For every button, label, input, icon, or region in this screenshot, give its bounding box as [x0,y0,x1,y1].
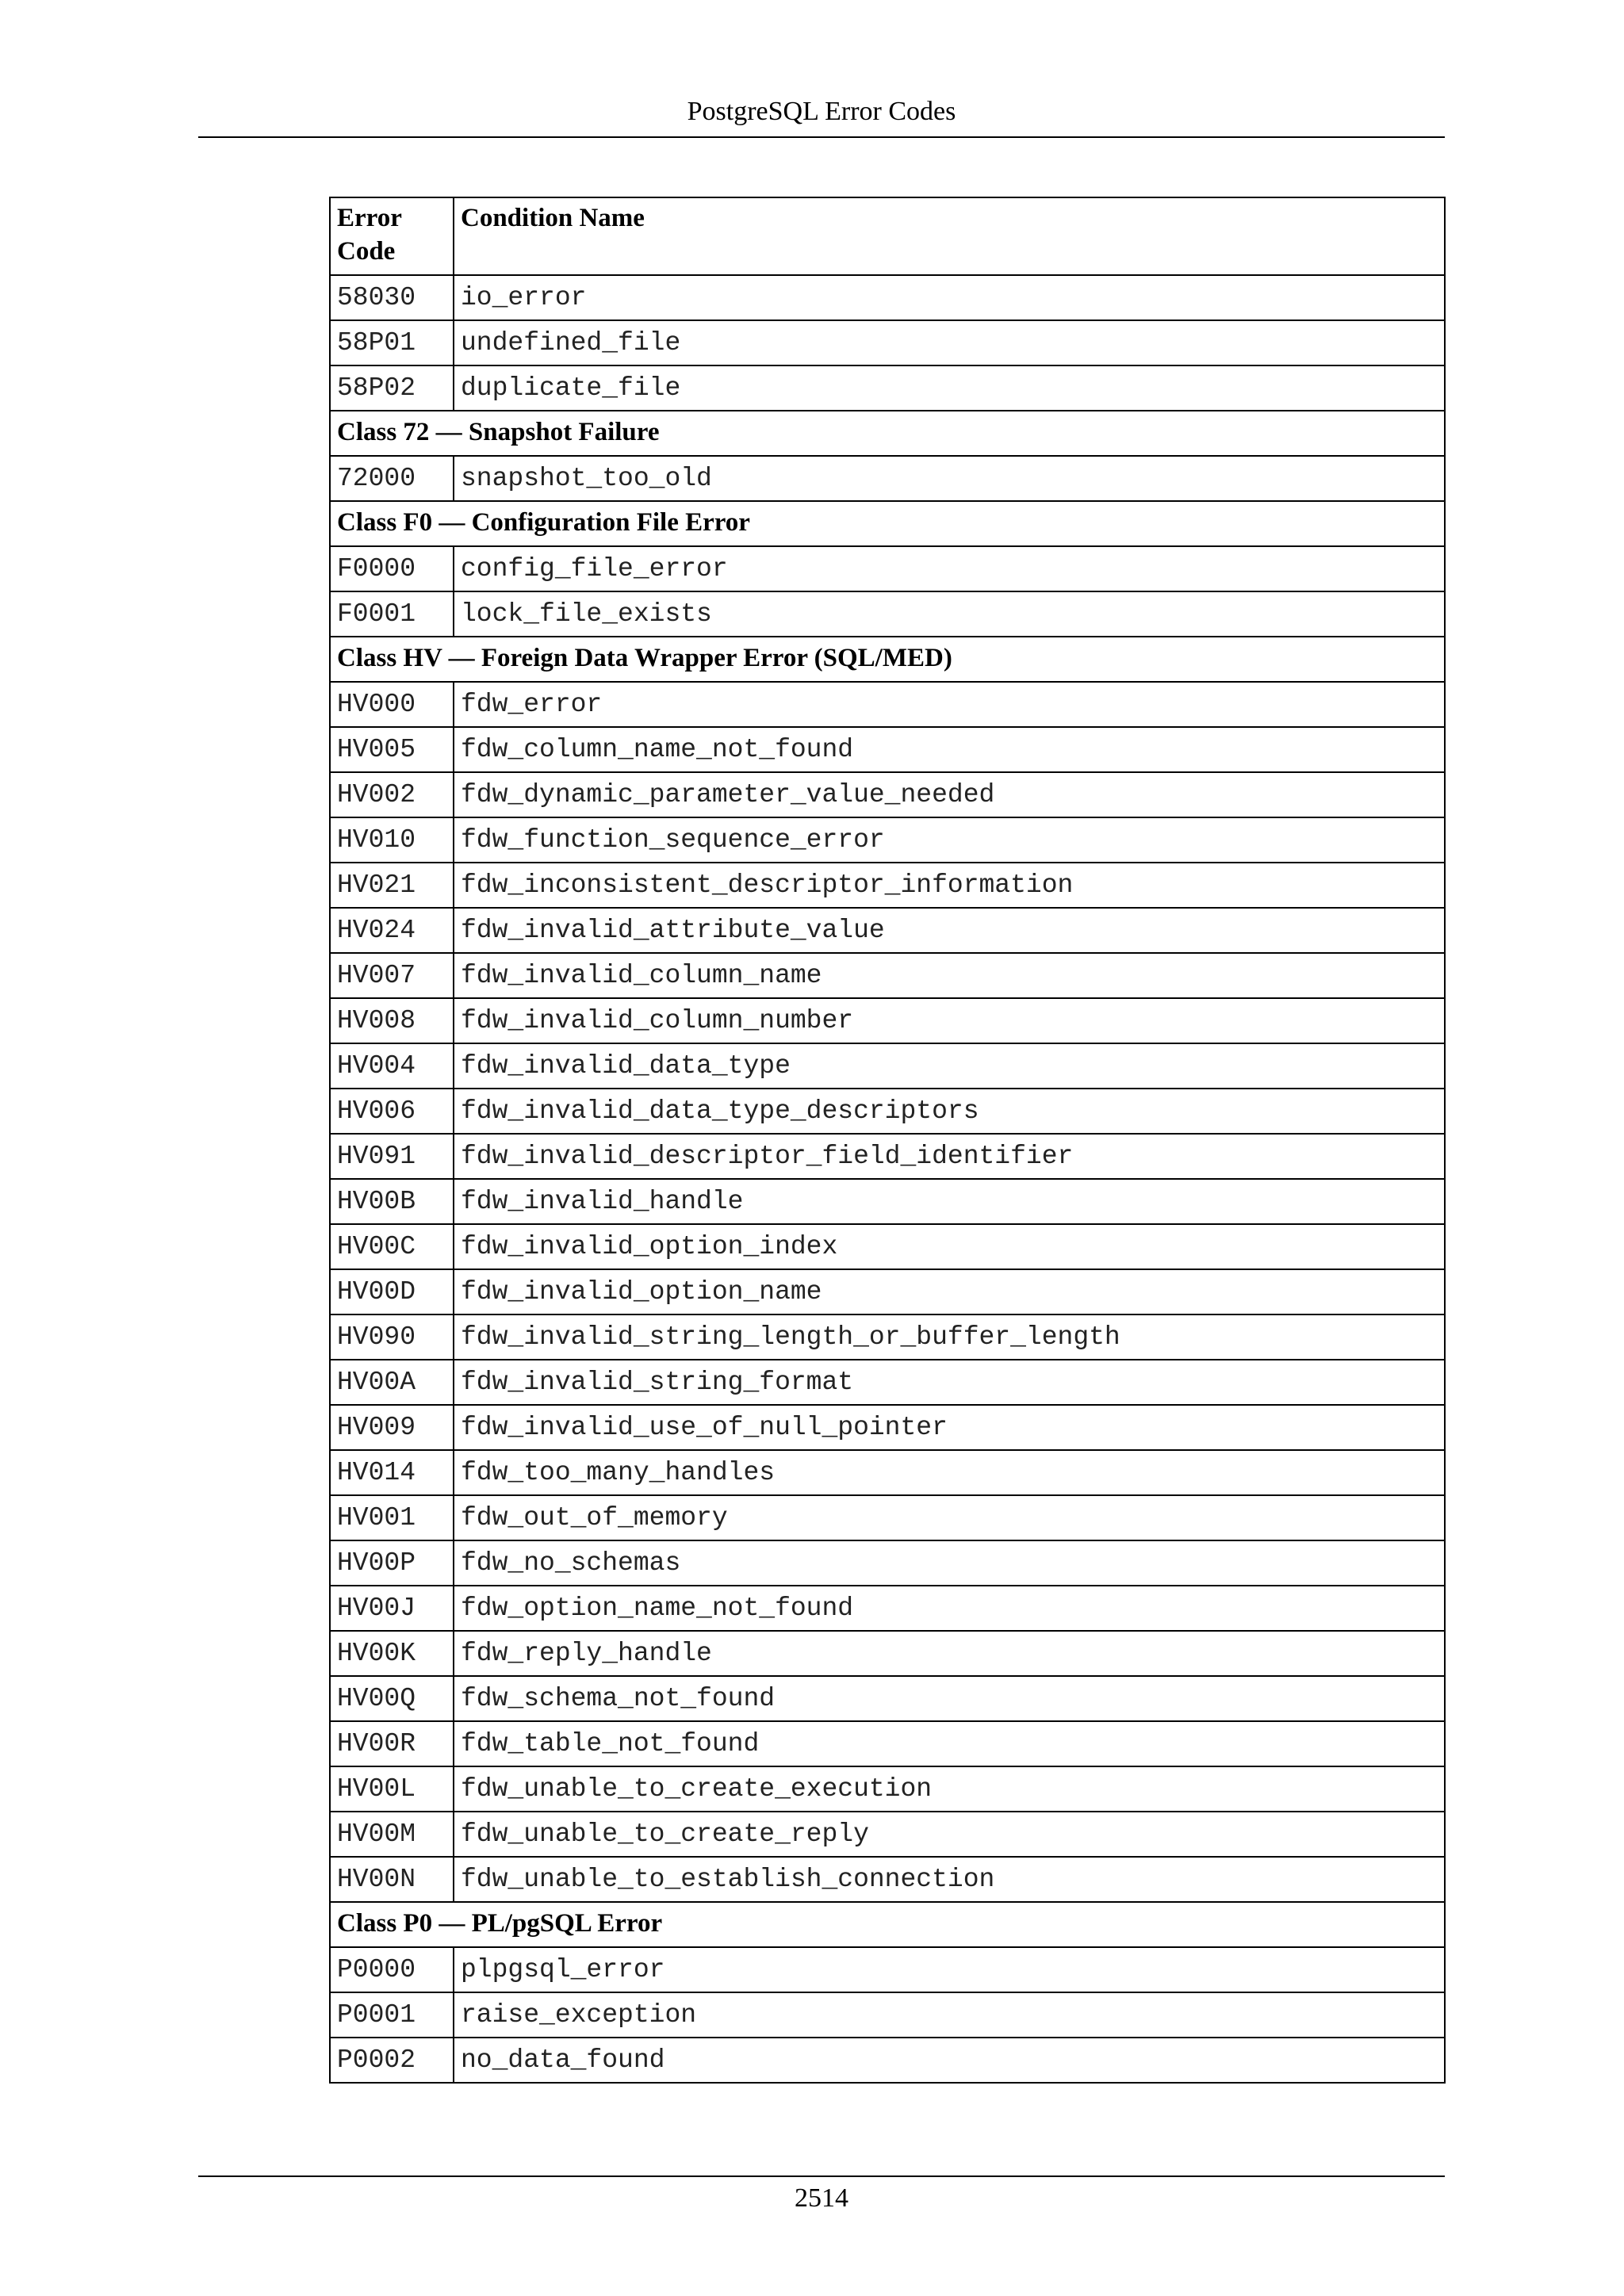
condition-name-cell: fdw_invalid_data_type [454,1043,1445,1089]
condition-name-cell: fdw_dynamic_parameter_value_needed [454,772,1445,817]
table-row [330,1314,1445,1360]
condition-name-cell: fdw_invalid_descriptor_field_identifier [454,1134,1445,1179]
table-row [330,1179,1445,1224]
condition-name-cell: fdw_invalid_column_number [454,998,1445,1043]
condition-name-cell: fdw_column_name_not_found [454,727,1445,772]
table-row [330,1540,1445,1586]
error-code-cell: HV091 [330,1134,454,1179]
condition-name-cell: config_file_error [454,546,1445,591]
class-heading-row [330,501,1445,546]
class-heading: Class F0 — Configuration File Error [330,501,1445,546]
table-body [330,275,1445,2083]
table-row [330,1405,1445,1450]
error-code-cell: HV004 [330,1043,454,1089]
error-code-cell: P0001 [330,1992,454,2038]
condition-name-cell: fdw_reply_handle [454,1631,1445,1676]
table-row [330,998,1445,1043]
table-row [330,365,1445,411]
error-code-cell: HV005 [330,727,454,772]
condition-name-cell: fdw_invalid_data_type_descriptors [454,1089,1445,1134]
table-row [330,772,1445,817]
table-row [330,1631,1445,1676]
table-row [330,1676,1445,1721]
error-code-cell: HV000 [330,682,454,727]
class-heading-row [330,411,1445,456]
table-row [330,682,1445,727]
condition-name-cell: undefined_file [454,320,1445,365]
condition-name-cell: lock_file_exists [454,591,1445,637]
condition-name-cell: fdw_inconsistent_descriptor_information [454,863,1445,908]
table-row [330,727,1445,772]
error-code-cell: HV00K [330,1631,454,1676]
condition-name-cell: fdw_invalid_use_of_null_pointer [454,1405,1445,1450]
condition-name-cell: fdw_out_of_memory [454,1495,1445,1540]
table-row [330,1857,1445,1902]
condition-name-cell: fdw_unable_to_create_reply [454,1812,1445,1857]
table-row [330,1992,1445,2038]
condition-name-cell: plpgsql_error [454,1947,1445,1992]
table-row [330,1812,1445,1857]
error-code-cell: HV00R [330,1721,454,1766]
error-code-cell: HV007 [330,953,454,998]
error-code-cell: HV001 [330,1495,454,1540]
page-header-title: PostgreSQL Error Codes [687,97,956,126]
condition-name-cell: fdw_invalid_column_name [454,953,1445,998]
table-row [330,953,1445,998]
error-code-cell: HV010 [330,817,454,863]
footer-divider [198,2175,1445,2177]
error-code-cell: HV008 [330,998,454,1043]
table-row [330,1721,1445,1766]
condition-name-cell: fdw_function_sequence_error [454,817,1445,863]
condition-name-cell: fdw_too_many_handles [454,1450,1445,1495]
column-header-error-code: Error Code [330,197,454,275]
error-code-cell: HV002 [330,772,454,817]
condition-name-cell: fdw_invalid_attribute_value [454,908,1445,953]
condition-name-cell: no_data_found [454,2038,1445,2083]
error-code-cell: 58P02 [330,365,454,411]
error-code-cell: P0000 [330,1947,454,1992]
class-heading-row [330,637,1445,682]
condition-name-cell: fdw_no_schemas [454,1540,1445,1586]
error-code-cell: F0001 [330,591,454,637]
error-code-cell: F0000 [330,546,454,591]
condition-name-cell: duplicate_file [454,365,1445,411]
error-code-cell: P0002 [330,2038,454,2083]
error-code-cell: 58030 [330,275,454,320]
error-code-cell: HV00J [330,1586,454,1631]
condition-name-cell: io_error [454,275,1445,320]
error-code-cell: HV014 [330,1450,454,1495]
condition-name-cell: fdw_schema_not_found [454,1676,1445,1721]
condition-name-cell: snapshot_too_old [454,456,1445,501]
condition-name-cell: fdw_option_name_not_found [454,1586,1445,1631]
table-row [330,1134,1445,1179]
error-code-cell: HV00A [330,1360,454,1405]
error-codes-table-container [329,197,1444,2084]
table-row [330,1089,1445,1134]
table-row [330,1947,1445,1992]
condition-name-cell: raise_exception [454,1992,1445,2038]
class-heading: Class HV — Foreign Data Wrapper Error (SQL/MED) [330,637,1445,682]
table-row [330,275,1445,320]
error-code-cell: HV00C [330,1224,454,1269]
header-divider [198,136,1445,138]
condition-name-cell: fdw_table_not_found [454,1721,1445,1766]
condition-name-cell: fdw_invalid_handle [454,1179,1445,1224]
table-row [330,863,1445,908]
error-code-cell: HV00L [330,1766,454,1812]
error-code-cell: HV021 [330,863,454,908]
table-row [330,1043,1445,1089]
table-row [330,456,1445,501]
table-row [330,1360,1445,1405]
condition-name-cell: fdw_invalid_string_length_or_buffer_length [454,1314,1445,1360]
condition-name-cell: fdw_invalid_string_format [454,1360,1445,1405]
page-number: 2514 [795,2183,848,2213]
error-code-cell: HV006 [330,1089,454,1134]
error-code-cell: HV00M [330,1812,454,1857]
error-code-cell: HV090 [330,1314,454,1360]
error-code-cell: HV00Q [330,1676,454,1721]
error-codes-table [329,197,1446,2084]
table-row [330,1766,1445,1812]
class-heading-row [330,1902,1445,1947]
condition-name-cell: fdw_invalid_option_name [454,1269,1445,1314]
error-code-cell: HV00N [330,1857,454,1902]
table-row [330,1495,1445,1540]
class-heading: Class 72 — Snapshot Failure [330,411,1445,456]
class-heading: Class P0 — PL/pgSQL Error [330,1902,1445,1947]
error-code-cell: 58P01 [330,320,454,365]
table-row [330,1224,1445,1269]
table-row [330,1269,1445,1314]
error-code-cell: HV00B [330,1179,454,1224]
condition-name-cell: fdw_error [454,682,1445,727]
table-row [330,2038,1445,2083]
table-row [330,1450,1445,1495]
table-row [330,908,1445,953]
error-code-cell: HV024 [330,908,454,953]
column-header-condition-name: Condition Name [454,197,1445,275]
table-row [330,546,1445,591]
error-code-cell: HV00D [330,1269,454,1314]
condition-name-cell: fdw_unable_to_create_execution [454,1766,1445,1812]
condition-name-cell: fdw_invalid_option_index [454,1224,1445,1269]
table-row [330,320,1445,365]
error-code-cell: HV00P [330,1540,454,1586]
table-row [330,817,1445,863]
table-row [330,591,1445,637]
table-row [330,1586,1445,1631]
table-header-row [330,197,1445,275]
error-code-cell: HV009 [330,1405,454,1450]
error-code-cell: 72000 [330,456,454,501]
condition-name-cell: fdw_unable_to_establish_connection [454,1857,1445,1902]
